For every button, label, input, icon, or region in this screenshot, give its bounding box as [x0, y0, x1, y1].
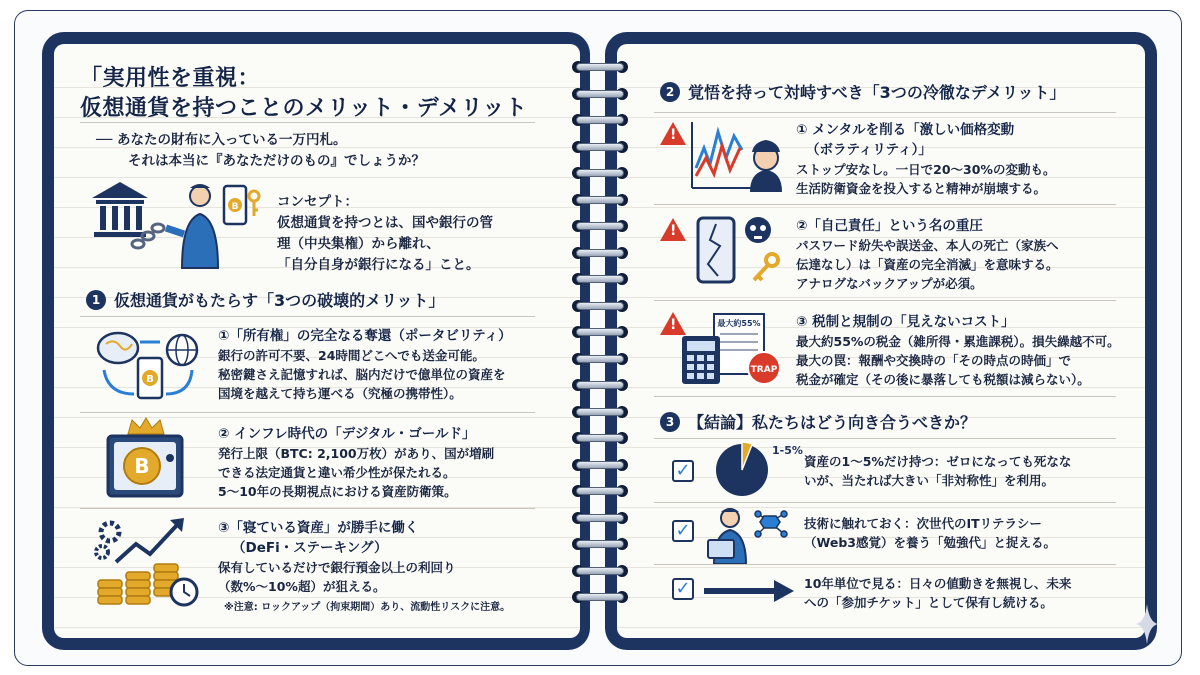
- brain-icon: [98, 333, 138, 363]
- conclusion-heading: 3 【結論】私たちはどう向き合うべきか？: [660, 410, 976, 433]
- clock-icon: [171, 579, 197, 605]
- pie-label: 1-5%: [772, 444, 803, 457]
- coins-growth-clock-illustration: [92, 514, 204, 608]
- checkbox-checked-icon: ✓: [672, 520, 694, 542]
- demerit-item-3: ③ 税制と規制の「見えないコスト」 最大約55%の税金（雑所得・累進課税）。損失繰越不可。 最大の罠：報酬や交換時の「その時点の時価」で 税金が確定（その後に暴落しても税額は減らない）。: [796, 314, 1120, 387]
- broken-phone-skull-key-illustration: [692, 212, 792, 288]
- subtitle: ── あなたの財布に入っている一万円札。 それは本当に『あなただけのもの』でしょうか？: [96, 132, 425, 169]
- spiral-ring: [568, 164, 632, 182]
- spiral-ring: [568, 562, 632, 580]
- spiral-ring: [568, 376, 632, 394]
- skull-icon: [745, 217, 771, 243]
- volatile-chart-stressed-person-illustration: [690, 118, 790, 192]
- phone-bitcoin-icon: [224, 186, 246, 224]
- spiral-ring: [568, 509, 632, 527]
- safe-dial-icon: [166, 454, 174, 462]
- calculator-tax-document-trap-illustration: [680, 312, 792, 388]
- long-arrow-icon: [704, 580, 794, 602]
- spiral-ring: [568, 535, 632, 553]
- spiral-ring: [568, 482, 632, 500]
- network-node-icon: [755, 511, 787, 537]
- spiral-ring: [568, 588, 632, 606]
- spiral-ring: [568, 217, 632, 235]
- sparkle-logo-icon: [1136, 604, 1158, 644]
- svg-text:最大約55%: 最大約55%: [717, 319, 761, 328]
- concept-text: コンセプト： 仮想通貨を持つとは、国や銀行の管 理（中央集権）から離れ、 「自分自身が銀行になる」こと。: [277, 194, 493, 273]
- demerits-heading: 2 覚悟を持って対峙すべき「3つの冷徹なデメリット」: [660, 80, 1066, 103]
- spiral-ring: [568, 403, 632, 421]
- merits-heading: 1 仮想通貨がもたらす「3つの破壊的メリット」: [86, 288, 445, 311]
- bank-icon: [92, 182, 148, 237]
- warning-icon: !: [660, 122, 686, 145]
- merit-item-1: ①「所有権」の完全なる奪還（ポータビリティ） 銀行の許可不要、24時間どこへでも送金可能。 秘密鍵さえ記憶すれば、脳内だけで億単位の資産を 国境を越えて持ち運べる（究極の携帯性）。: [218, 328, 512, 401]
- spiral-ring: [568, 350, 632, 368]
- svg-text:TRAP: TRAP: [750, 365, 778, 375]
- spiral-ring: [568, 323, 632, 341]
- safe-crown-bitcoin-illustration: [102, 418, 192, 500]
- allocation-pie-chart: [708, 440, 808, 500]
- demerit-item-2: ②「自己責任」という名の重圧 パスワード紛失や誤送金、本人の死亡（家族へ 伝達なし）は「資産の完全消滅」を意味する。 アナログなバックアップが必須。: [796, 218, 1059, 291]
- conclusion-item-1: 資産の1〜5%だけ持つ：ゼロになっても死なな いが、当たれば大きい「非対称性」を利用。: [804, 454, 1072, 488]
- svg-text:B: B: [146, 374, 154, 385]
- broken-phone-icon: [698, 218, 734, 282]
- svg-text:B: B: [231, 202, 239, 212]
- checkbox-checked-icon: ✓: [672, 460, 694, 482]
- spiral-ring: [568, 111, 632, 129]
- checkbox-checked-icon: ✓: [672, 578, 694, 600]
- spiral-binding: [568, 58, 632, 618]
- person-figure: [166, 184, 218, 268]
- merit-item-2: ② インフレ時代の「デジタル・ゴールド」 発行上限（BTC: 2,100万枚）があり、国が増刷 できる法定通貨と違い希少性が保たれる。 5〜10年の長期視点における資産防衛策。: [218, 426, 495, 499]
- spiral-ring: [568, 58, 632, 76]
- section-number-badge: 3: [660, 412, 680, 432]
- spiral-ring: [568, 297, 632, 315]
- spiral-ring: [568, 85, 632, 103]
- spiral-ring: [568, 456, 632, 474]
- brain-globe-phone-illustration: [92, 330, 207, 405]
- svg-text:B: B: [134, 454, 150, 478]
- page-title: 「実用性を重視： 仮想通貨を持つことのメリット・デメリット: [80, 66, 528, 121]
- demerit-item-1: ① メンタルを削る「激しい価格変動 （ボラティリティ）」 ストップ安なし。一日で20〜30%の変動も。 生活防衛資金を投入すると精神が崩壊する。: [796, 122, 1056, 196]
- person-tablet-network-illustration: [706, 504, 796, 566]
- growth-arrow-icon: [116, 518, 184, 562]
- section-number-badge: 1: [86, 290, 106, 310]
- key-icon: [754, 254, 778, 280]
- warning-icon: !: [660, 312, 686, 335]
- spiral-ring: [568, 270, 632, 288]
- globe-icon: [167, 335, 197, 365]
- spiral-ring: [568, 244, 632, 262]
- calculator-icon: [682, 336, 720, 384]
- spiral-ring: [568, 191, 632, 209]
- stressed-person-icon: [750, 140, 782, 192]
- conclusion-item-3: 10年単位で見る：日々の値動きを無視し、未来 への「参加チケット」として保有し続ける。: [804, 576, 1072, 610]
- bitcoin-coin-icon: [124, 448, 160, 484]
- spiral-ring: [568, 138, 632, 156]
- section-number-badge: 2: [660, 82, 680, 102]
- merit-item-3: ③「寝ている資産」が勝手に働く （DeFi・ステーキング） 保有しているだけで銀行預金以上の利回り （数%〜10%超）が狙える。 ※注意: ロックアップ（拘束期間）あり、流動性リスクに注意。: [218, 520, 511, 613]
- key-icon: [249, 191, 259, 216]
- bank-chain-person-illustration: [90, 178, 270, 273]
- phone-bitcoin-icon: [138, 358, 162, 398]
- trap-badge-icon: [748, 352, 780, 384]
- gear-icon: [96, 523, 119, 558]
- conclusion-item-2: 技術に触れておく：次世代のITリテラシー （Web3感覚）を養う「勉強代」と捉える。: [804, 516, 1056, 550]
- crown-icon: [128, 418, 164, 434]
- spiral-ring: [568, 429, 632, 447]
- coin-stacks-icon: [98, 564, 178, 604]
- person-with-tablet-icon: [708, 508, 746, 564]
- warning-icon: !: [660, 218, 686, 241]
